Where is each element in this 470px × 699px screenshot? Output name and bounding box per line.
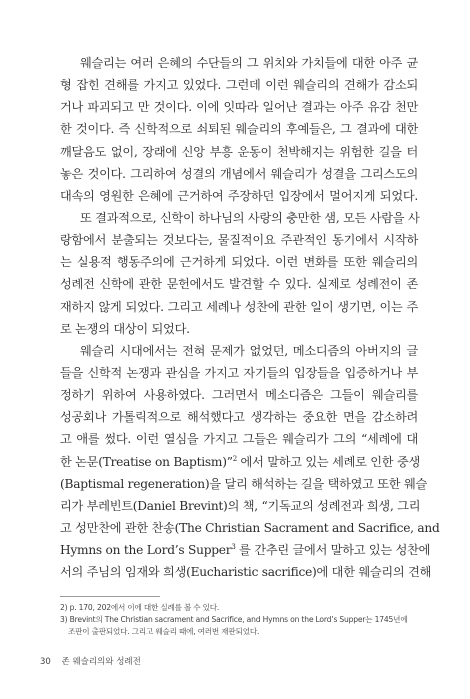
running-title: 존 웨슬리의와 성례전: [61, 657, 141, 667]
text-line: 성례전 신학에 관한 문헌에서도 발견할 수 있다. 실제로 성례전이 존: [60, 277, 418, 292]
footnote-3: 3) Brevint의 The Christian sacrament and Sacrifice, and Hymns on the Lord’s Supper는 1745년에: [60, 615, 408, 624]
text-line: 로 논쟁의 대상이 되었다.: [60, 321, 190, 336]
text-line: 고 성만찬에 관한 찬송(The Christian Sacrament and Sacrifice, and: [60, 520, 440, 535]
text-line: 형 잡힌 견해를 가지고 있었다. 그런데 이런 웨슬리의 견해가 감소되: [60, 78, 418, 93]
text-line: 깨달음도 없이, 장래에 신앙 부흥 운동이 천박해지는 위험한 길을 터: [60, 144, 418, 159]
text-line: 웨슬리는 여러 은혜의 수단들의 그 위치와 가치들에 대한 아주 균: [80, 56, 418, 70]
text-segment: 에서 말하고 있는 세례로 인한 중생: [236, 454, 420, 469]
text-line: [60, 539, 431, 561]
text-segment: Hymns on the Lord’s Supper: [60, 543, 232, 558]
body-text: [60, 52, 440, 583]
text-segment: 를 간추린 글에서 말하고 있는 성찬에: [235, 543, 431, 558]
page-number: 30: [40, 657, 51, 667]
text-line: 서의 주님의 임재와 희생(Eucharistic sacrifice)에 대한 웨슬리의 견해: [60, 565, 432, 580]
footnote-ref: 2: [232, 454, 237, 463]
text-line: [60, 451, 418, 473]
text-segment: 한 논문(Treatise on Baptism)”: [60, 454, 233, 469]
footnote-2: 2) p. 170, 202에서 이에 대한 실례를 볼 수 있다.: [60, 603, 220, 612]
text-line: 리가 부레빈트(Daniel Brevint)의 책, “기독교의 성례전과 희생, 그리: [60, 498, 421, 513]
text-line: 들을 신학적 논쟁과 관심을 가지고 자기들의 입장들을 입증하거나 부: [60, 365, 418, 380]
text-line: 거나 파괴되고 만 것이다. 이에 잇따라 일어난 결과는 아주 유감 천만: [60, 100, 418, 115]
text-line: 대속의 영원한 은혜에 근거하여 주장하던 입장에서 멀어지게 되었다.: [60, 188, 418, 203]
text-line: 고 애를 썼다. 이런 열심을 가지고 그들은 웨슬리가 그의 “세례에 대: [60, 432, 418, 447]
text-line: 랑함에서 분출되는 것보다는, 물질적이요 주관적인 동기에서 시작하: [60, 233, 418, 248]
text-line: 또 결과적으로, 신학이 하나님의 사랑의 충만한 샘, 모든 사람을 사: [80, 210, 420, 225]
footnotes: [60, 602, 418, 638]
page-footer: [40, 655, 141, 667]
text-line: 는 실용적 행동주의에 근거하게 되었다. 이런 변화를 또한 웨슬리의: [60, 255, 418, 270]
text-line: 정하기 위하여 사용하였다. 그러면서 메소디즘은 그들이 웨슬리를: [60, 388, 418, 403]
text-line: 웨슬리 시대에서는 전혀 문제가 없었던, 메소디즘의 아버지의 글: [80, 343, 418, 358]
text-line: 놓은 것이다. 그리하여 성결의 개념에서 웨슬리가 성결을 그리스도의: [60, 166, 418, 181]
footnote-ref: 3: [231, 543, 236, 552]
footnote-divider: [60, 596, 160, 597]
footnote-3-continued: 조판이 출판되었다. 그리고 웨슬리 때에, 여러번 재판되었다.: [68, 627, 260, 636]
text-line: (Baptismal regeneration)을 달리 해석하는 길을 택하였고 또한 웨슬: [60, 476, 428, 491]
text-line: 성공회나 가톨릭적으로 해석했다고 생각하는 중요한 면을 감소하려: [60, 410, 418, 425]
text-line: 한 것이다. 즉 신학적으로 쇠퇴된 웨슬리의 후예들은, 그 결과에 대한: [60, 122, 418, 137]
text-line: 재하지 않게 되었다. 그리고 세례나 성찬에 관한 일이 생기면, 이는 주: [60, 299, 418, 314]
